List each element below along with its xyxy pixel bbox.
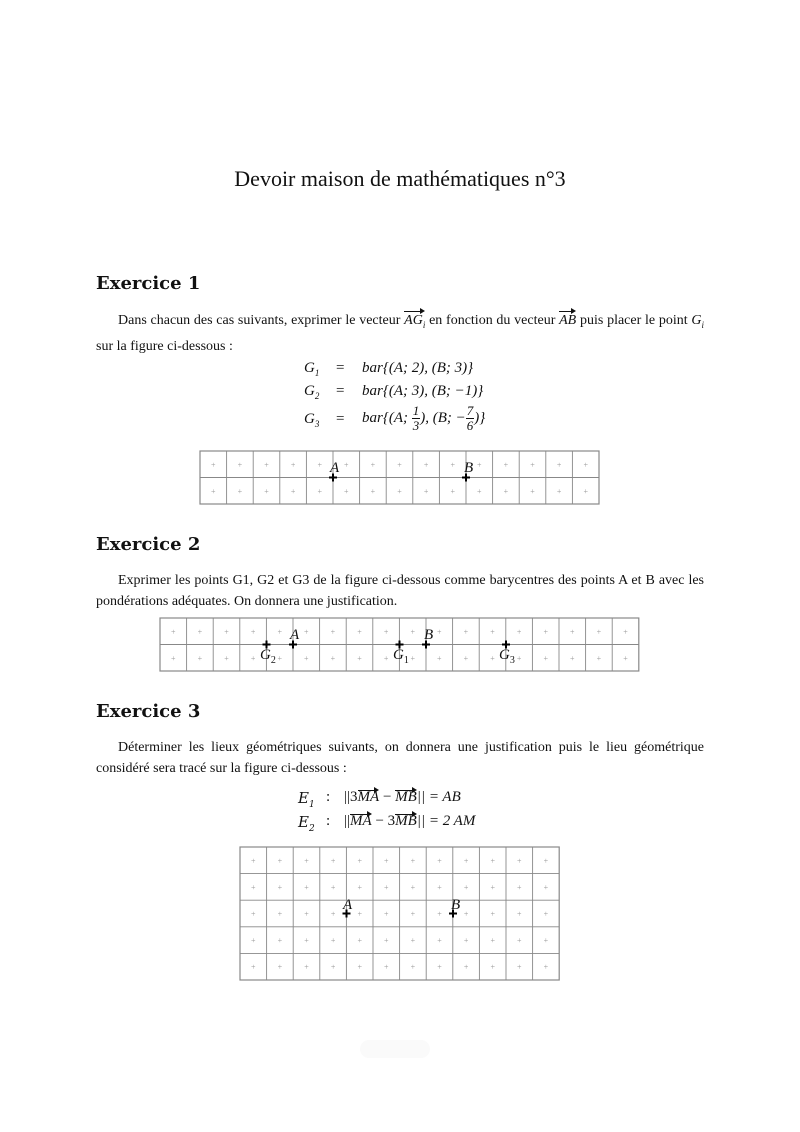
grid3-dot: +: [251, 909, 256, 919]
grid1-dot: +: [317, 486, 322, 496]
fraction-seven-sixths: $\frac{7}{6}$: [466, 403, 474, 433]
grid1-dot: +: [370, 460, 376, 470]
grid3-dot: +: [304, 936, 309, 946]
grid3-dot: +: [251, 962, 256, 972]
ex1-text-d: sur la figure ci-dessous :: [96, 338, 233, 354]
grid1-dot: +: [370, 486, 376, 496]
grid3-dot: +: [304, 856, 309, 866]
grid2-dot: +: [330, 653, 336, 663]
grid3-dot: +: [357, 936, 362, 946]
grid3-dot: +: [517, 909, 522, 919]
ex1-text-a: Dans chacun des cas suivants, exprimer le vecteur: [118, 313, 401, 328]
grid2-dot: +: [410, 627, 415, 637]
grid3-dot: +: [304, 962, 309, 972]
fraction-one-third: $\frac{1}{3}$: [412, 403, 420, 433]
grid3-dot: +: [330, 856, 336, 866]
grid3-dot: +: [463, 909, 469, 919]
grid3-dot: +: [357, 909, 362, 919]
grid2-dot: +: [383, 627, 389, 637]
exercise-2-statement: Exprimer les points G1, G2 et G3 de la figure ci-dessous comme barycentres des points A et B avec les pondérations adéquates. On donnera une justification.: [96, 573, 704, 609]
grid2-dot: +: [463, 627, 469, 637]
grid1-dot: +: [530, 460, 535, 470]
grid2-dot: +: [250, 627, 256, 637]
grid2-dot: +: [277, 627, 282, 637]
grid1-dot: +: [237, 460, 243, 470]
grid3-dot: +: [463, 856, 469, 866]
grid1-dot: +: [264, 486, 269, 496]
grid1-dot: +: [211, 486, 216, 496]
grid3-dot: +: [277, 909, 283, 919]
fig3-point-b-label: B: [451, 897, 461, 913]
ex1-text-c: puis placer le point: [579, 313, 688, 328]
grid1-dot: +: [344, 460, 349, 470]
grid2-dot: +: [623, 627, 628, 637]
grid3-dot: +: [251, 936, 256, 946]
grid1-dot: +: [503, 460, 509, 470]
grid1-dot: +: [423, 486, 429, 496]
grid2-dot: +: [357, 627, 362, 637]
grid2-dot: +: [224, 653, 229, 663]
grid2-dot: +: [250, 653, 256, 663]
grid3-dot: +: [517, 882, 522, 892]
grid3-dot: +: [384, 909, 389, 919]
grid3-dot: +: [251, 882, 256, 892]
grid3-dot: +: [543, 909, 549, 919]
grid1-dot: +: [264, 460, 269, 470]
grid3-dot: +: [543, 936, 549, 946]
grid3-dot: +: [330, 909, 336, 919]
grid2-dot: +: [516, 653, 522, 663]
grid2-dot: +: [357, 653, 362, 663]
grid3-dot: +: [277, 856, 283, 866]
grid3-dot: +: [410, 909, 416, 919]
grid2-dot: +: [383, 653, 389, 663]
grid2-dot: +: [437, 627, 442, 637]
grid2-dot: +: [543, 627, 548, 637]
grid2-dot: +: [197, 627, 203, 637]
grid3-dot: +: [410, 882, 416, 892]
grid2-dot: +: [490, 653, 495, 663]
grid1-dot: +: [583, 486, 588, 496]
grid2-dot: +: [330, 627, 336, 637]
grid3-dot: +: [517, 962, 522, 972]
point-gi: $G_i$: [691, 313, 705, 330]
grid3-dot: +: [384, 882, 389, 892]
grid2-dot: +: [463, 653, 469, 663]
grid3-dot: +: [543, 856, 549, 866]
grid3-dot: +: [437, 882, 442, 892]
grid3-dot: +: [463, 936, 469, 946]
grid3-dot: +: [384, 856, 389, 866]
grid2-dot: +: [171, 627, 176, 637]
grid3-dot: +: [357, 962, 362, 972]
grid3-dot: +: [437, 936, 442, 946]
grid1-dot: +: [290, 460, 296, 470]
grid3-dot: +: [463, 882, 469, 892]
grid3-dot: +: [463, 962, 469, 972]
grid3-dot: +: [410, 856, 416, 866]
grid3-dot: +: [437, 909, 442, 919]
grid2-dot: +: [596, 653, 602, 663]
grid3-dot: +: [330, 882, 336, 892]
document-title: Devoir maison de mathématiques n°3: [234, 166, 566, 191]
grid3-dot: +: [490, 936, 495, 946]
grid2-dot: +: [570, 627, 575, 637]
exercise-1-heading: Exercice 1: [96, 273, 201, 294]
grid1-dot: +: [583, 460, 588, 470]
vector-ab: AB: [559, 310, 576, 331]
grid1-dot: +: [211, 460, 216, 470]
grid2-dot: +: [171, 653, 176, 663]
grid2-dot: +: [437, 653, 442, 663]
page-footer-blank: [360, 1040, 430, 1058]
grid1-dot: +: [556, 460, 562, 470]
grid2-dot: +: [570, 653, 575, 663]
grid1-dot: +: [317, 460, 322, 470]
grid3-dot: +: [543, 962, 549, 972]
grid3-dot: +: [410, 962, 416, 972]
point-g2-label: $G_2$: [260, 647, 276, 666]
grid1-dot: +: [397, 486, 402, 496]
exercise-3-statement: Déterminer les lieux géométriques suivants, on donnera une justification puis le lieu géométrique considéré sera tracé sur la figure ci-dessous :: [96, 740, 704, 776]
grid1-dot: +: [450, 460, 455, 470]
grid3-dot: +: [410, 936, 416, 946]
grid1-dot: +: [477, 460, 482, 470]
grid1-dot: +: [290, 486, 296, 496]
grid3-dot: +: [543, 882, 549, 892]
grid2-dot: +: [543, 653, 548, 663]
fig2-point-b-label: B: [424, 627, 434, 643]
grid1-dot: +: [344, 486, 349, 496]
grid3-dot: +: [330, 962, 336, 972]
grid3-dot: +: [251, 856, 256, 866]
grid2-dot: +: [304, 653, 309, 663]
ex1-text-b: en fonction du vecteur: [429, 313, 556, 328]
grid2-dot: +: [224, 627, 229, 637]
grid2-dot: +: [516, 627, 522, 637]
grid2-dot: +: [197, 653, 203, 663]
grid3-dot: +: [490, 882, 495, 892]
grid2-dot: +: [410, 653, 415, 663]
grid3-dot: +: [437, 856, 442, 866]
grid3-dot: +: [490, 856, 495, 866]
grid3-dot: +: [304, 882, 309, 892]
grid1-dot: +: [556, 486, 562, 496]
grid2-dot: +: [304, 627, 309, 637]
exercise-2-heading: Exercice 2: [96, 534, 201, 555]
grid3-dot: +: [304, 909, 309, 919]
grid3-dot: +: [437, 962, 442, 972]
fig3-point-a-label: A: [343, 897, 353, 913]
grid1-dot: +: [530, 486, 535, 496]
grid3-dot: +: [517, 856, 522, 866]
grid3-dot: +: [490, 962, 495, 972]
grid1-dot: +: [237, 486, 243, 496]
grid1-dot: +: [477, 486, 482, 496]
grid2-dot: +: [596, 627, 602, 637]
vector-agi: $AG_i$: [404, 310, 425, 336]
exercise-3-heading: Exercice 3: [96, 701, 201, 722]
grid1-dot: +: [503, 486, 509, 496]
grid2-dot: +: [277, 653, 282, 663]
grid3-dot: +: [384, 936, 389, 946]
point-a-label: A: [330, 460, 340, 476]
point-b-label: B: [464, 460, 474, 476]
grid3-dot: +: [277, 962, 283, 972]
grid3-dot: +: [384, 962, 389, 972]
grid3-dot: +: [490, 909, 495, 919]
point-g3-label: $G_3$: [499, 647, 515, 666]
fig2-point-a-label: A: [290, 627, 300, 643]
grid3-dot: +: [357, 856, 362, 866]
grid3-dot: +: [277, 882, 283, 892]
point-g1-label: $G_1$: [393, 647, 409, 666]
grid1-dot: +: [450, 486, 455, 496]
grid3-dot: +: [277, 936, 283, 946]
grid1-dot: +: [397, 460, 402, 470]
grid2-dot: +: [623, 653, 628, 663]
grid2-dot: +: [490, 627, 495, 637]
grid1-dot: +: [423, 460, 429, 470]
grid3-dot: +: [330, 936, 336, 946]
grid3-dot: +: [357, 882, 362, 892]
grid3-dot: +: [517, 936, 522, 946]
